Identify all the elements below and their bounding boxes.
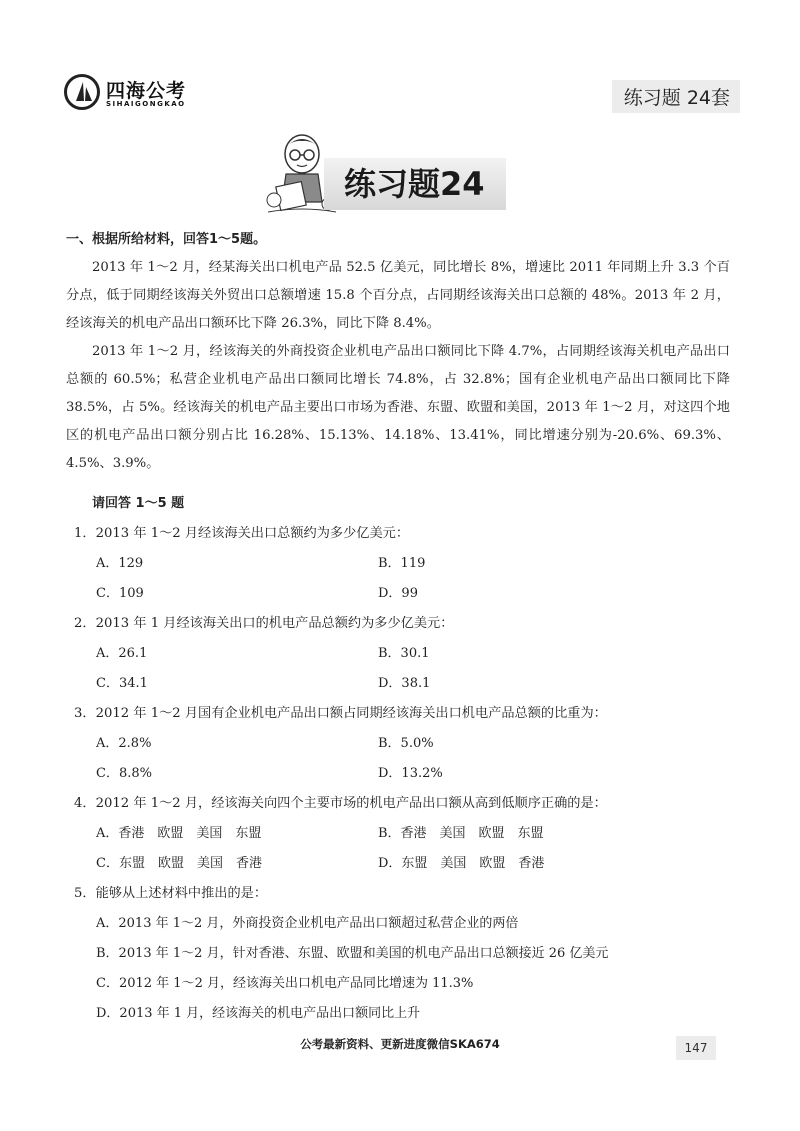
footer-note: 公考最新资料、更新进度微信SKA674 bbox=[300, 1037, 500, 1051]
question-3-option-b: B．5.0% bbox=[378, 736, 434, 751]
question-4-option-c: C．东盟 欧盟 美国 香港 bbox=[96, 856, 262, 871]
question-3-stem: 3．2012 年 1～2 月国有企业机电产品出口额占同期经该海关出口机电产品总额的比重为： bbox=[74, 706, 607, 721]
question-2-option-a: A．26.1 bbox=[96, 646, 148, 661]
logo-subtitle: SIHAIGONGKAO bbox=[106, 100, 186, 108]
question-5-option-a: A．2013 年 1～2 月，外商投资企业机电产品出口额超过私营企业的两倍 bbox=[96, 916, 519, 931]
question-5-option-b: B．2013 年 1～2 月，针对香港、东盟、欧盟和美国的机电产品出口总额接近 26 亿美元 bbox=[96, 946, 609, 961]
sail-logo-icon bbox=[64, 74, 100, 110]
brand-logo bbox=[64, 74, 204, 114]
question-5-stem: 5．能够从上述材料中推出的是： bbox=[74, 886, 268, 901]
question-2-stem: 2．2013 年 1 月经该海关出口的机电产品总额约为多少亿美元： bbox=[74, 616, 454, 631]
question-3-option-a: A．2.8% bbox=[96, 736, 152, 751]
page-number: 147 bbox=[676, 1036, 716, 1060]
section-heading: 一、根据所给材料，回答1～5题。 bbox=[66, 232, 267, 247]
question-4-option-d: D．东盟 美国 欧盟 香港 bbox=[378, 856, 545, 871]
question-3-option-c: C．8.8% bbox=[96, 766, 152, 781]
question-prompt: 请回答 1～5 题 bbox=[92, 496, 185, 511]
question-1-option-a: A．129 bbox=[96, 556, 144, 571]
set-label: 练习题 24套 bbox=[612, 80, 740, 113]
question-4-option-a: A．香港 欧盟 美国 东盟 bbox=[96, 826, 262, 841]
question-1-option-c: C．109 bbox=[96, 586, 144, 601]
question-1-option-b: B．119 bbox=[378, 556, 426, 571]
logo-title: 四海公考 bbox=[106, 80, 187, 102]
question-1-stem: 1．2013 年 1～2 月经该海关出口总额约为多少亿美元： bbox=[74, 526, 410, 541]
chapter-title: 练习题24 bbox=[344, 165, 485, 203]
question-1-option-d: D．99 bbox=[378, 586, 418, 601]
question-2-option-c: C．34.1 bbox=[96, 676, 148, 691]
question-5-option-d: D．2013 年 1 月，经该海关的机电产品出口额同比上升 bbox=[96, 1006, 421, 1021]
chapter-banner bbox=[262, 128, 512, 218]
question-2-option-d: D．38.1 bbox=[378, 676, 431, 691]
material-paragraph-1: 2013 年 1～2 月，经某海关出口机电产品 52.5 亿美元，同比增长 8%，增速比 2011 年同期上升 3.3 个百分点，低于同期经该海关外贸出口总额增速 15.8 个百分点，占同期经该海关出口总额的 48%。2013 年 2 月，经该海关的机电产品出口额环比下降 26.3%，同比下降 8.4%。 bbox=[66, 260, 730, 331]
question-4-stem: 4．2012 年 1～2 月，经该海关向四个主要市场的机电产品出口额从高到低顺序正确的是： bbox=[74, 796, 607, 811]
material-paragraph-2: 2013 年 1～2 月，经该海关的外商投资企业机电产品出口额同比下降 4.7%，占同期经该海关机电产品出口总额的 60.5%；私营企业机电产品出口额同比增长 74.8%，占 32.8%；国有企业机电产品出口额同比下降 38.5%，占 5%。经该海关的机电产品主要出口市场为香港、东盟、欧盟和美国，2013 年 1～2 月，对这四个地区的机电产品出口额分别占比 16.28%、15.13%、14.18%、13.41%，同比增速分别为-20.6%、69.3%、4.5%、3.9%。 bbox=[66, 344, 730, 471]
question-4-option-b: B．香港 美国 欧盟 东盟 bbox=[378, 826, 544, 841]
question-3-option-d: D．13.2% bbox=[378, 766, 443, 781]
question-5-option-c: C．2012 年 1～2 月，经该海关出口机电产品同比增速为 11.3% bbox=[96, 976, 474, 991]
question-2-option-b: B．30.1 bbox=[378, 646, 430, 661]
